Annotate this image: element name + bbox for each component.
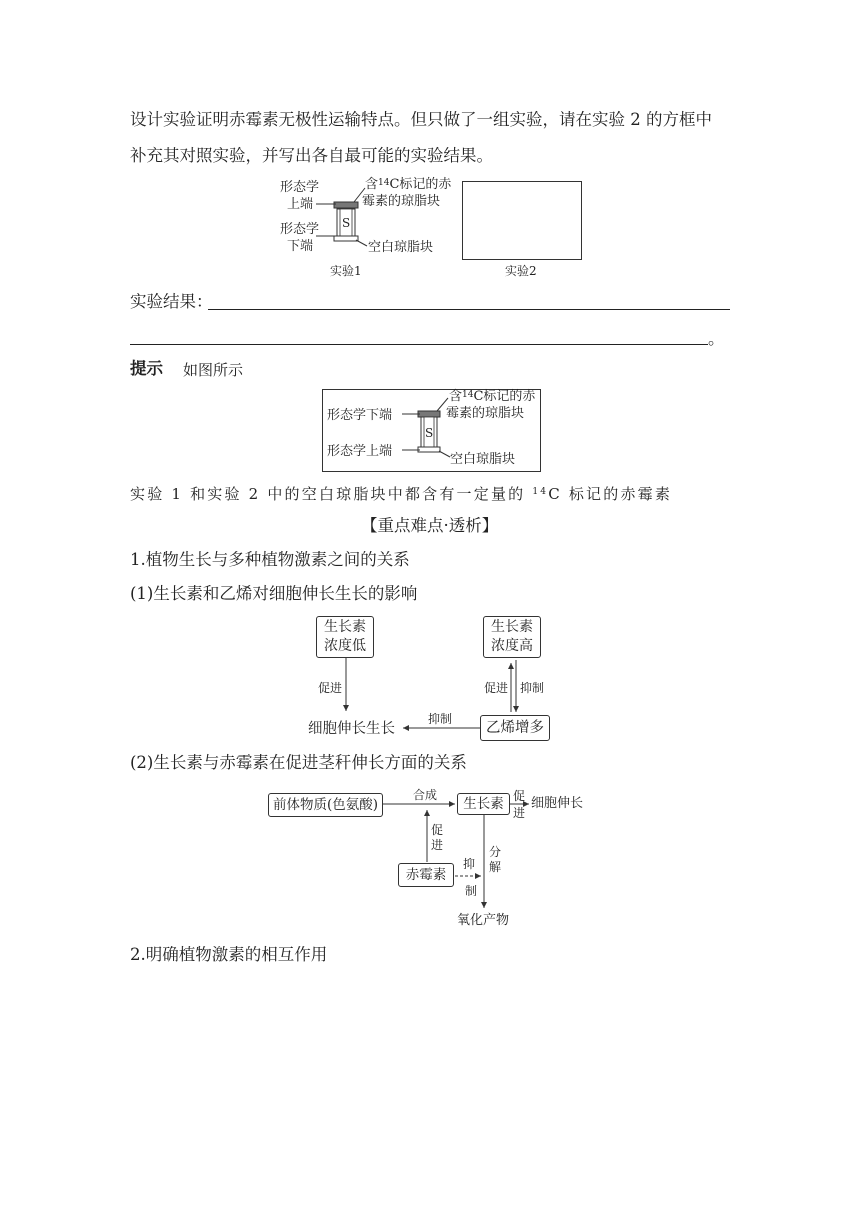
section-title: 【重点难点·透析】 [361, 516, 499, 535]
box-auxin: 生长素 [457, 793, 510, 815]
hint-segment-label: S [425, 426, 434, 440]
exp1-caption: 实验1 [330, 264, 362, 278]
hint-upper-end: 形态学上端 [327, 444, 393, 459]
label-promote-left: 促进 [318, 681, 343, 695]
box-auxin-low: 生长素 浓度低 [316, 616, 374, 658]
cell-elongation: 细胞伸长生长 [308, 721, 395, 737]
point1-sub1: (1)生长素和乙烯对细胞伸长生长的影响 [130, 584, 418, 603]
box-ethylene: 乙烯增多 [480, 715, 550, 741]
label-promote-h-b: 进 [513, 806, 526, 820]
label-promote-v-a: 促 [431, 823, 444, 837]
exp1-labeled-block-label: 含$^{14}$C标记的赤 [365, 177, 452, 192]
label-inhibit-bottom: 抑制 [428, 712, 453, 726]
exp1-lower-end-a: 形态学 [280, 222, 320, 237]
label-decompose-a: 分 [489, 845, 502, 859]
cell-elongation-2: 细胞伸长 [531, 796, 584, 811]
exp1-upper-end-a: 形态学 [280, 180, 320, 195]
point1-sub2: (2)生长素与赤霉素在促进茎秆伸长方面的关系 [130, 753, 467, 772]
point2-heading: 2.明确植物激素的相互作用 [130, 945, 328, 964]
exp2-empty-box [462, 181, 582, 260]
label-promote-h-a: 促 [513, 789, 526, 803]
box-gibberellin: 赤霉素 [398, 863, 454, 887]
point1-heading: 1.植物生长与多种植物激素之间的关系 [130, 550, 410, 569]
label-promote-v-b: 进 [431, 838, 444, 852]
exp2-caption: 实验2 [505, 264, 537, 278]
hint-conclusion: 实验 1 和实验 2 中的空白琼脂块中都含有一定量的 $^{14}$C 标记的赤霉素 [130, 485, 673, 503]
exp1-segment-label: S [342, 216, 351, 230]
label-inhibit-a: 抑 [463, 857, 476, 871]
hint-labeled-block-label-2: 霉素的琼脂块 [446, 406, 525, 421]
label-inhibit-b: 制 [465, 884, 478, 898]
exp1-labeled-block-label-2: 霉素的琼脂块 [362, 194, 441, 209]
box-auxin-high: 生长素 浓度高 [483, 616, 541, 658]
exp1-blank-block-label: 空白琼脂块 [368, 240, 434, 255]
box-precursor: 前体物质(色氨酸) [268, 793, 383, 817]
hint-blank-block-label: 空白琼脂块 [450, 452, 516, 467]
label-decompose-b: 解 [489, 860, 502, 874]
exp1-lower-end-b: 下端 [287, 239, 314, 254]
exp1-upper-end-b: 上端 [287, 197, 314, 212]
intro-line-2: 补充其对照实验，并写出各自最可能的实验结果。 [130, 146, 493, 165]
result-label: 实验结果： [130, 292, 213, 311]
label-inhibit-right: 抑制 [520, 681, 545, 695]
oxidized-product: 氧化产物 [457, 913, 510, 928]
hint-text: 如图所示 [183, 361, 244, 379]
result-blank-line-1 [208, 309, 730, 310]
intro-line-1: 设计实验证明赤霉素无极性运输特点。但只做了一组实验，请在实验 2 的方框中 [130, 110, 712, 129]
hint-labeled-block-label: 含$^{14}$C标记的赤 [449, 389, 536, 404]
result-end-mark: 。 [708, 329, 725, 348]
hint-lower-end: 形态学下端 [327, 408, 393, 423]
hint-label: 提示 [130, 359, 163, 378]
label-promote-right: 促进 [484, 681, 509, 695]
result-blank-line-2 [130, 344, 708, 345]
label-synthesis: 合成 [413, 788, 438, 802]
